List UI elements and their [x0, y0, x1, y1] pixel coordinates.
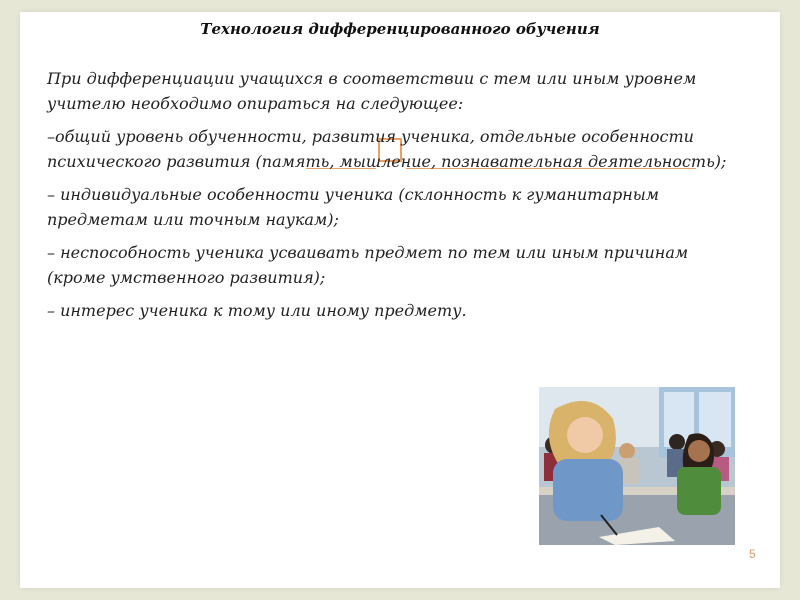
- slide-title: Технология дифференцированного обучения: [200, 20, 600, 38]
- paragraph-item-1: –общий уровень обученности, развития ученика, отдельные особенности психического развития (память, мышление, познавательная деятельность);: [47, 127, 727, 171]
- paragraph-intro: При дифференциации учащихся в соответствии с тем или иным уровнем учителю необходимо опираться на следующее:: [47, 69, 697, 113]
- classroom-photo: [539, 387, 735, 545]
- paragraph-item-3: – неспособность ученика усваивать предмет по тем или иным причинам (кроме умственного развития);: [47, 243, 689, 287]
- paragraph-item-2: – индивидуальные особенности ученика (склонность к гуманитарным предметам или точным наукам);: [47, 185, 660, 229]
- paragraph-item-4: – интерес ученика к тому или иному предмету.: [47, 301, 467, 320]
- page-number: 5: [749, 547, 756, 561]
- classroom-photo-illustration: [539, 387, 735, 545]
- slide-body: [47, 66, 747, 331]
- slide: [20, 12, 780, 588]
